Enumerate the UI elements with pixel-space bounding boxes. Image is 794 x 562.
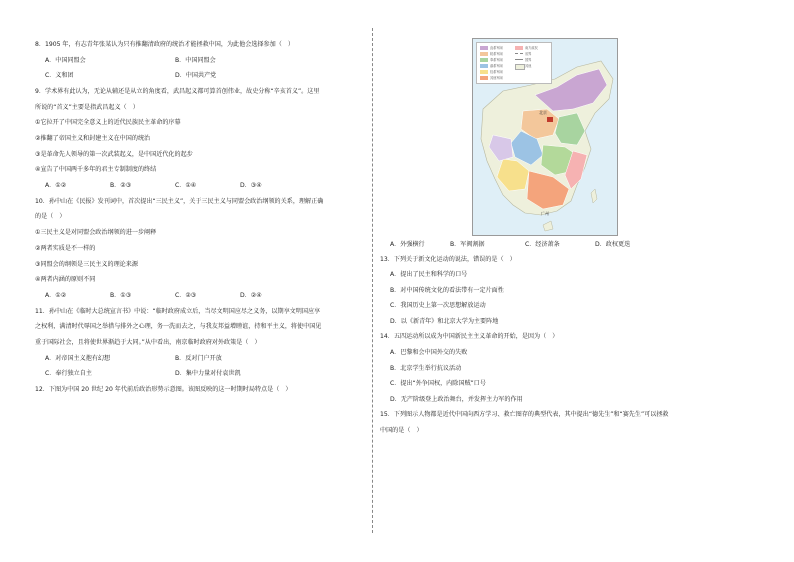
legend-label: 国界 (525, 58, 532, 62)
q13-option-d[interactable]: D．以《新青年》和北京大学为主要阵地 (390, 318, 499, 325)
q11-option-b[interactable]: B．反对门户开放 (175, 355, 222, 362)
legend-label: 南方政权 (525, 46, 538, 50)
q8-option-d[interactable]: D．中国共产党 (175, 72, 217, 79)
q11-stem-line2: 之权利，满清时代辱国之举措与排外之心理，务一洗而去之，与我友邦益增睦谊，持和平主义，将使中国见 (35, 323, 322, 330)
map-legend (476, 42, 552, 84)
q12-option-d[interactable]: D．政权更迭 (595, 241, 631, 248)
capital-label: 北京 (539, 110, 547, 115)
q14-option-a[interactable]: A．巴黎和会中国外交的失败 (390, 349, 468, 356)
warlord-map (472, 38, 618, 236)
q14-stem: 14．五四运动所以成为中国新民主主义革命的开始，是因为（ ） (380, 333, 559, 340)
q13-option-b[interactable]: B．对中国传统文化的看法带有一定片面性 (390, 287, 504, 294)
column-divider (372, 28, 373, 533)
q15-stem-line1: 15．下列图示人物都是近代中国向西方学习、救亡图存的典型代表，其中提出“德先生”和“赛先生”可以拯救 (380, 411, 669, 418)
q12-option-c[interactable]: C．经济萧条 (525, 241, 560, 248)
q10-option-d[interactable]: D．②④ (240, 292, 262, 299)
capital-marker-icon (547, 117, 553, 122)
q14-option-c[interactable]: C．提出“外争国权，内除国贼”口号 (390, 380, 486, 387)
q10-item-3: ③同盟会的纲领是三民主义的理论来源 (35, 261, 138, 268)
south-city-label: 广州 (541, 211, 549, 216)
legend-label: 其他 (525, 64, 532, 68)
q10-item-1: ①三民主义是对同盟会政治纲领的进一步阐释 (35, 229, 157, 236)
legend-label: 奉系军阀 (490, 58, 503, 62)
q13-stem: 13．下列关于新文化运动的说法，错误的是（ ） (380, 256, 516, 263)
q14-option-b[interactable]: B．北京学生举行抗议活动 (390, 365, 462, 372)
q10-item-4: ④两者内涵的原则不同 (35, 276, 96, 283)
q9-option-d[interactable]: D．③④ (240, 182, 262, 189)
q9-item-1: ①它拉开了中国完全意义上的近代民族民主革命的序幕 (35, 119, 181, 126)
q9-option-a[interactable]: A．①② (45, 182, 67, 189)
legend-label: 皖系军阀 (490, 52, 503, 56)
legend-label: 桂系军阀 (490, 70, 503, 74)
q11-option-d[interactable]: D．集中力量对付袁世凯 (175, 370, 241, 377)
q11-stem-line3: 重于国际社会，且将使世界渐趋于大同。”从中看出，南京临时政府对外政策是（ ） (35, 339, 261, 346)
q10-option-c[interactable]: C．②③ (175, 292, 197, 299)
q9-item-3: ③是革命先人领导的第一次武装起义，是中国近代化的起步 (35, 151, 193, 158)
q12-option-a[interactable]: A．外强横行 (390, 241, 425, 248)
q9-option-b[interactable]: B．②③ (110, 182, 132, 189)
q9-stem-line1: 9．学术界有此认为，无论从辅还是从立的角度看，武昌起义都可算首创伟业，故史分称“辛亥首义”。这里 (35, 88, 320, 95)
legend-label: 直系军阀 (490, 46, 503, 50)
q12-stem: 12．下图为中国 20 世纪 20 年代前后政治形势示意图。该图反映的这一时期时局特点是（ ） (35, 386, 292, 393)
q10-option-a[interactable]: A．①② (45, 292, 67, 299)
legend-label: 省界 (525, 52, 532, 56)
q9-item-4: ④宣告了中国两千多年的君主专制制度的终结 (35, 166, 157, 173)
q13-option-c[interactable]: C．我国历史上第一次思想解放运动 (390, 302, 486, 309)
q8-option-b[interactable]: B．中国同盟会 (175, 57, 216, 64)
q8-stem: 8．1905 年，有志青年张某认为只有推翻清政府的统治才能拯救中国，为此他会选择参加（ ） (35, 41, 294, 48)
q10-option-b[interactable]: B．①③ (110, 292, 132, 299)
legend-label: 其他军阀 (490, 76, 503, 80)
q11-option-a[interactable]: A．对帝国主义抱有幻想 (45, 355, 111, 362)
q8-option-a[interactable]: A．中国同盟会 (45, 57, 86, 64)
q10-stem-line1: 10．孙中山在《民报》发刊词中，首次提出“三民主义”，关于三民主义与同盟会政治纲领的关系，理解正确 (35, 198, 324, 205)
q8-option-c[interactable]: C．义和团 (45, 72, 74, 79)
q15-stem-line2: 中国的是（ ） (380, 427, 423, 434)
q12-option-b[interactable]: B．军阀割据 (450, 241, 485, 248)
q9-item-2: ②推翻了帝国主义和封建主义在中国的统治 (35, 135, 151, 142)
q11-stem-line1: 11．孙中山在《临时大总统宣言书》中说：“临时政府成立后，当尽文明国应尽之义务，以期享文明国应享 (35, 308, 321, 315)
q10-item-2: ②两者实质是不一样的 (35, 245, 96, 252)
q9-stem-line2: 所说的“首义”主要是指武昌起义（ ） (35, 104, 139, 111)
q9-option-c[interactable]: C．①④ (175, 182, 197, 189)
q14-option-d[interactable]: D．无产阶级登上政治舞台，并发挥主力军的作用 (390, 396, 523, 403)
q11-option-c[interactable]: C．奉行独立自主 (45, 370, 92, 377)
legend-label: 滇系军阀 (490, 64, 503, 68)
q13-option-a[interactable]: A．提出了民主和科学的口号 (390, 271, 468, 278)
q10-stem-line2: 的是（ ） (35, 213, 66, 220)
